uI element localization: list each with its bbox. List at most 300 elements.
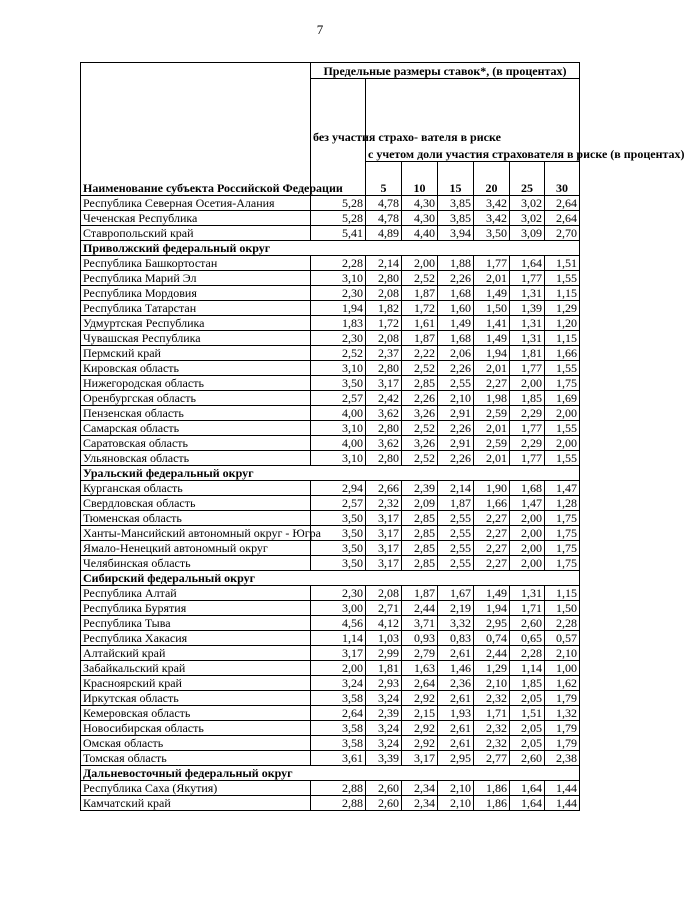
- share-header-25: 25: [510, 162, 545, 196]
- rate-share-30: 1,75: [545, 526, 580, 541]
- rate-share-20: 1,71: [474, 706, 510, 721]
- rate-without-participation: 3,10: [311, 271, 366, 286]
- rate-share-20: 1,41: [474, 316, 510, 331]
- region-name: Кировская область: [81, 361, 311, 376]
- rate-share-5: 2,08: [366, 286, 402, 301]
- rate-share-15: 3,32: [438, 616, 474, 631]
- rate-without-participation: 3,10: [311, 421, 366, 436]
- rate-share-5: 3,62: [366, 406, 402, 421]
- rate-share-5: 2,14: [366, 256, 402, 271]
- rate-without-participation: 3,10: [311, 361, 366, 376]
- rate-share-20: 2,10: [474, 676, 510, 691]
- rate-share-15: 2,55: [438, 556, 474, 571]
- region-name: Ставропольский край: [81, 226, 311, 241]
- rate-share-25: 1,64: [510, 796, 545, 811]
- rate-share-15: 1,46: [438, 661, 474, 676]
- rate-share-10: 2,09: [402, 496, 438, 511]
- table-row: [81, 286, 580, 301]
- rate-share-15: 2,36: [438, 676, 474, 691]
- rate-share-25: 1,77: [510, 421, 545, 436]
- rate-share-20: 1,94: [474, 601, 510, 616]
- rate-share-25: 3,02: [510, 196, 545, 211]
- rate-share-10: 2,34: [402, 796, 438, 811]
- rate-share-25: 2,05: [510, 691, 545, 706]
- rate-share-15: 2,26: [438, 271, 474, 286]
- table-row: [81, 646, 580, 661]
- rate-share-20: 2,27: [474, 526, 510, 541]
- rate-without-participation: 4,56: [311, 616, 366, 631]
- rate-share-10: 4,40: [402, 226, 438, 241]
- section-title: Уральский федеральный округ: [81, 466, 580, 481]
- rate-share-10: 4,30: [402, 211, 438, 226]
- rate-share-30: 1,20: [545, 316, 580, 331]
- table-row: [81, 331, 580, 346]
- table-row: [81, 271, 580, 286]
- rate-share-10: 2,34: [402, 781, 438, 796]
- region-name: Новосибирская область: [81, 721, 311, 736]
- rate-share-25: 2,00: [510, 541, 545, 556]
- region-name: Пензенская область: [81, 406, 311, 421]
- rate-share-5: 2,71: [366, 601, 402, 616]
- region-name: Ямало-Ненецкий автономный округ: [81, 541, 311, 556]
- rate-share-5: 4,78: [366, 196, 402, 211]
- rate-share-5: 1,03: [366, 631, 402, 646]
- rate-share-20: 3,42: [474, 196, 510, 211]
- rate-share-15: 2,06: [438, 346, 474, 361]
- section-title: Сибирский федеральный округ: [81, 571, 580, 586]
- table-row: [81, 376, 580, 391]
- rate-without-participation: 2,64: [311, 706, 366, 721]
- rate-share-15: 2,91: [438, 436, 474, 451]
- rate-share-5: 3,24: [366, 691, 402, 706]
- rate-share-30: 1,55: [545, 421, 580, 436]
- rate-share-30: 2,00: [545, 436, 580, 451]
- rate-share-25: 1,31: [510, 331, 545, 346]
- rate-share-25: 1,39: [510, 301, 545, 316]
- region-name: Оренбургская область: [81, 391, 311, 406]
- share-header-20: 20: [474, 162, 510, 196]
- rate-share-30: 1,75: [545, 541, 580, 556]
- rate-share-20: 3,50: [474, 226, 510, 241]
- table-row: [81, 706, 580, 721]
- rate-share-30: 2,28: [545, 616, 580, 631]
- rate-share-5: 2,37: [366, 346, 402, 361]
- table-row: [81, 751, 580, 766]
- table-row: [81, 556, 580, 571]
- rate-share-10: 1,63: [402, 661, 438, 676]
- region-name: Чувашская Республика: [81, 331, 311, 346]
- rate-share-10: 2,15: [402, 706, 438, 721]
- table-row: [81, 406, 580, 421]
- rate-share-20: 2,77: [474, 751, 510, 766]
- region-name: Омская область: [81, 736, 311, 751]
- rate-share-5: 3,17: [366, 526, 402, 541]
- rate-share-5: 1,81: [366, 661, 402, 676]
- rate-share-25: 1,64: [510, 781, 545, 796]
- rate-share-30: 1,66: [545, 346, 580, 361]
- rate-share-10: 2,52: [402, 271, 438, 286]
- rate-share-10: 1,61: [402, 316, 438, 331]
- share-header-10: 10: [402, 162, 438, 196]
- rate-share-5: 2,93: [366, 676, 402, 691]
- section-title: Приволжский федеральный округ: [81, 241, 580, 256]
- rate-without-participation: 2,00: [311, 661, 366, 676]
- table-row: [81, 346, 580, 361]
- rate-share-30: 2,70: [545, 226, 580, 241]
- rate-without-participation: 2,52: [311, 346, 366, 361]
- region-name: Республика Алтай: [81, 586, 311, 601]
- rate-share-25: 2,60: [510, 751, 545, 766]
- rate-share-20: 2,32: [474, 691, 510, 706]
- region-name: Иркутская область: [81, 691, 311, 706]
- rate-share-30: 1,50: [545, 601, 580, 616]
- rate-share-15: 2,95: [438, 751, 474, 766]
- rate-without-participation: 3,50: [311, 541, 366, 556]
- with-participation-header: с учетом доли участия страхователя в риске (в процентах): [366, 79, 580, 162]
- rate-share-30: 1,32: [545, 706, 580, 721]
- rate-share-10: 1,87: [402, 286, 438, 301]
- rate-share-10: 2,85: [402, 511, 438, 526]
- region-name: Республика Мордовия: [81, 286, 311, 301]
- rate-share-20: 3,42: [474, 211, 510, 226]
- region-name: Курганская область: [81, 481, 311, 496]
- rate-share-30: 1,55: [545, 361, 580, 376]
- table-row: [81, 781, 580, 796]
- rate-without-participation: 5,28: [311, 211, 366, 226]
- rate-share-15: 1,88: [438, 256, 474, 271]
- rate-share-30: 2,10: [545, 646, 580, 661]
- rate-share-15: 3,85: [438, 196, 474, 211]
- table-row: [81, 496, 580, 511]
- rate-share-25: 3,09: [510, 226, 545, 241]
- rate-share-10: 2,85: [402, 556, 438, 571]
- rate-share-25: 2,00: [510, 526, 545, 541]
- rate-share-10: 2,22: [402, 346, 438, 361]
- rate-share-20: 1,66: [474, 496, 510, 511]
- rate-without-participation: 3,10: [311, 451, 366, 466]
- rate-without-participation: 4,00: [311, 406, 366, 421]
- region-name: Камчатский край: [81, 796, 311, 811]
- rate-share-20: 2,95: [474, 616, 510, 631]
- rate-without-participation: 2,88: [311, 796, 366, 811]
- rate-without-participation: 3,50: [311, 526, 366, 541]
- rate-share-15: 2,26: [438, 451, 474, 466]
- table-row: [81, 601, 580, 616]
- rate-share-20: 1,94: [474, 346, 510, 361]
- rate-share-15: 2,61: [438, 721, 474, 736]
- region-name: Удмуртская Республика: [81, 316, 311, 331]
- rate-share-25: 3,02: [510, 211, 545, 226]
- rate-without-participation: 2,28: [311, 256, 366, 271]
- rate-share-5: 2,60: [366, 796, 402, 811]
- rate-share-15: 2,91: [438, 406, 474, 421]
- table-row: [81, 511, 580, 526]
- rate-share-20: 2,27: [474, 511, 510, 526]
- rate-share-5: 3,17: [366, 541, 402, 556]
- rate-share-30: 1,62: [545, 676, 580, 691]
- table-row: [81, 616, 580, 631]
- rate-share-25: 1,68: [510, 481, 545, 496]
- region-name: Пермский край: [81, 346, 311, 361]
- rate-share-10: 2,92: [402, 721, 438, 736]
- region-name: Челябинская область: [81, 556, 311, 571]
- rate-share-20: 1,49: [474, 286, 510, 301]
- rate-share-25: 1,64: [510, 256, 545, 271]
- rate-share-5: 3,17: [366, 376, 402, 391]
- rate-share-25: 2,00: [510, 376, 545, 391]
- rate-share-30: 1,75: [545, 556, 580, 571]
- rate-share-30: 1,55: [545, 451, 580, 466]
- table-row: [81, 481, 580, 496]
- rate-share-5: 3,62: [366, 436, 402, 451]
- table-row: [81, 196, 580, 211]
- table-row: [81, 451, 580, 466]
- rate-share-30: 1,15: [545, 286, 580, 301]
- rate-share-5: 2,80: [366, 421, 402, 436]
- table-row: [81, 316, 580, 331]
- rate-without-participation: 3,17: [311, 646, 366, 661]
- region-name: Республика Северная Осетия-Алания: [81, 196, 311, 211]
- rate-share-25: 1,85: [510, 676, 545, 691]
- rate-share-15: 1,60: [438, 301, 474, 316]
- rate-share-10: 2,85: [402, 526, 438, 541]
- region-name: Тюменская область: [81, 511, 311, 526]
- rate-share-30: 1,75: [545, 511, 580, 526]
- rate-share-5: 2,80: [366, 451, 402, 466]
- rate-share-5: 2,08: [366, 586, 402, 601]
- rate-without-participation: 2,57: [311, 496, 366, 511]
- share-header-30: 30: [545, 162, 580, 196]
- rate-share-30: 1,75: [545, 376, 580, 391]
- rate-share-25: 2,05: [510, 721, 545, 736]
- rate-share-20: 1,50: [474, 301, 510, 316]
- rate-share-20: 1,90: [474, 481, 510, 496]
- section-row: [81, 241, 580, 256]
- rate-share-10: 2,92: [402, 691, 438, 706]
- table-row: [81, 301, 580, 316]
- rate-share-20: 2,59: [474, 436, 510, 451]
- rate-share-20: 2,01: [474, 361, 510, 376]
- rate-share-10: 3,26: [402, 436, 438, 451]
- rate-share-15: 3,85: [438, 211, 474, 226]
- region-name: Саратовская область: [81, 436, 311, 451]
- rate-share-5: 4,89: [366, 226, 402, 241]
- rate-share-20: 2,32: [474, 736, 510, 751]
- rate-without-participation: 3,50: [311, 376, 366, 391]
- rate-share-10: 0,93: [402, 631, 438, 646]
- rate-share-20: 2,27: [474, 376, 510, 391]
- rate-share-30: 2,64: [545, 196, 580, 211]
- rate-share-30: 1,15: [545, 331, 580, 346]
- rate-share-5: 2,42: [366, 391, 402, 406]
- rate-share-30: 1,44: [545, 796, 580, 811]
- table-row: [81, 796, 580, 811]
- table-row: [81, 211, 580, 226]
- rate-share-10: 2,52: [402, 361, 438, 376]
- rate-share-15: 2,10: [438, 781, 474, 796]
- rate-share-10: 4,30: [402, 196, 438, 211]
- rate-share-10: 1,72: [402, 301, 438, 316]
- rate-share-10: 2,26: [402, 391, 438, 406]
- page-number: 7: [316, 22, 324, 37]
- region-name: Алтайский край: [81, 646, 311, 661]
- table-row: [81, 361, 580, 376]
- rate-share-15: 2,19: [438, 601, 474, 616]
- rate-share-15: 1,67: [438, 586, 474, 601]
- rate-share-25: 2,05: [510, 736, 545, 751]
- table-row: [81, 676, 580, 691]
- rate-share-10: 2,52: [402, 421, 438, 436]
- region-name: Кемеровская область: [81, 706, 311, 721]
- region-name: Нижегородская область: [81, 376, 311, 391]
- rate-share-10: 2,39: [402, 481, 438, 496]
- region-name: Чеченская Республика: [81, 211, 311, 226]
- rate-without-participation: 5,28: [311, 196, 366, 211]
- region-name: Самарская область: [81, 421, 311, 436]
- table-row: [81, 256, 580, 271]
- rate-share-20: 2,59: [474, 406, 510, 421]
- rate-without-participation: 2,88: [311, 781, 366, 796]
- region-name: Республика Хакасия: [81, 631, 311, 646]
- region-name: Республика Саха (Якутия): [81, 781, 311, 796]
- rate-share-30: 1,28: [545, 496, 580, 511]
- rate-share-15: 1,49: [438, 316, 474, 331]
- rate-share-15: 1,68: [438, 331, 474, 346]
- table-row: [81, 661, 580, 676]
- table-row: [81, 631, 580, 646]
- rate-without-participation: 5,41: [311, 226, 366, 241]
- rate-share-25: 1,31: [510, 316, 545, 331]
- rate-without-participation: 3,24: [311, 676, 366, 691]
- rate-share-25: 1,31: [510, 586, 545, 601]
- rate-share-5: 2,66: [366, 481, 402, 496]
- rate-share-5: 4,12: [366, 616, 402, 631]
- region-name: Томская область: [81, 751, 311, 766]
- region-name: Республика Бурятия: [81, 601, 311, 616]
- rate-share-5: 2,80: [366, 361, 402, 376]
- rate-share-20: 1,49: [474, 586, 510, 601]
- rate-share-20: 2,27: [474, 556, 510, 571]
- rate-share-25: 2,29: [510, 406, 545, 421]
- rate-share-5: 3,17: [366, 511, 402, 526]
- rate-share-20: 1,29: [474, 661, 510, 676]
- rate-share-5: 2,60: [366, 781, 402, 796]
- rate-share-30: 1,00: [545, 661, 580, 676]
- rate-share-10: 1,87: [402, 586, 438, 601]
- rate-share-5: 2,99: [366, 646, 402, 661]
- table-row: [81, 421, 580, 436]
- region-name: Свердловская область: [81, 496, 311, 511]
- rate-share-30: 2,00: [545, 406, 580, 421]
- table-row: [81, 526, 580, 541]
- rate-share-15: 2,55: [438, 541, 474, 556]
- rate-share-10: 2,92: [402, 736, 438, 751]
- rate-without-participation: 3,61: [311, 751, 366, 766]
- rate-share-25: 2,60: [510, 616, 545, 631]
- rate-share-30: 2,64: [545, 211, 580, 226]
- rate-without-participation: 3,50: [311, 511, 366, 526]
- rate-share-15: 2,61: [438, 646, 474, 661]
- section-title: Дальневосточный федеральный округ: [81, 766, 580, 781]
- rate-share-15: 2,55: [438, 376, 474, 391]
- rate-share-30: 1,79: [545, 691, 580, 706]
- rate-share-25: 1,77: [510, 451, 545, 466]
- table-row: [81, 391, 580, 406]
- rate-share-30: 1,47: [545, 481, 580, 496]
- region-name: Красноярский край: [81, 676, 311, 691]
- region-name: Ханты-Мансийский автономный округ - Югра: [81, 526, 311, 541]
- rate-share-25: 1,77: [510, 361, 545, 376]
- region-name: Республика Татарстан: [81, 301, 311, 316]
- rate-share-20: 2,01: [474, 451, 510, 466]
- rate-share-5: 3,17: [366, 556, 402, 571]
- section-row: [81, 766, 580, 781]
- rate-share-20: 2,32: [474, 721, 510, 736]
- rate-share-15: 2,14: [438, 481, 474, 496]
- rate-share-30: 1,44: [545, 781, 580, 796]
- rate-without-participation: 3,58: [311, 736, 366, 751]
- rate-share-5: 2,39: [366, 706, 402, 721]
- rate-without-participation: 3,58: [311, 721, 366, 736]
- rate-share-25: 1,77: [510, 271, 545, 286]
- rate-share-15: 1,68: [438, 286, 474, 301]
- rate-share-5: 2,08: [366, 331, 402, 346]
- rate-share-5: 4,78: [366, 211, 402, 226]
- rate-share-10: 3,17: [402, 751, 438, 766]
- region-name: Республика Башкортостан: [81, 256, 311, 271]
- rate-share-15: 2,10: [438, 796, 474, 811]
- rate-share-10: 3,71: [402, 616, 438, 631]
- rate-without-participation: 3,58: [311, 691, 366, 706]
- rate-share-10: 2,79: [402, 646, 438, 661]
- rate-share-25: 2,00: [510, 556, 545, 571]
- rate-share-5: 1,72: [366, 316, 402, 331]
- rate-share-10: 2,52: [402, 451, 438, 466]
- rate-share-5: 3,39: [366, 751, 402, 766]
- rate-share-25: 2,00: [510, 511, 545, 526]
- rate-without-participation: 1,83: [311, 316, 366, 331]
- rate-share-5: 1,82: [366, 301, 402, 316]
- section-row: [81, 466, 580, 481]
- rate-without-participation: 1,14: [311, 631, 366, 646]
- rate-share-20: 1,77: [474, 256, 510, 271]
- rate-share-20: 1,86: [474, 796, 510, 811]
- rate-share-10: 2,64: [402, 676, 438, 691]
- rate-share-20: 1,98: [474, 391, 510, 406]
- table-row: [81, 691, 580, 706]
- rate-share-30: 0,57: [545, 631, 580, 646]
- rate-share-15: 2,61: [438, 691, 474, 706]
- rate-share-15: 2,26: [438, 361, 474, 376]
- rate-share-5: 2,80: [366, 271, 402, 286]
- rate-without-participation: 2,30: [311, 286, 366, 301]
- rate-share-20: 2,44: [474, 646, 510, 661]
- rate-share-30: 1,15: [545, 586, 580, 601]
- rate-share-15: 0,83: [438, 631, 474, 646]
- rate-share-20: 2,01: [474, 421, 510, 436]
- rate-share-15: 2,10: [438, 391, 474, 406]
- rate-without-participation: 3,50: [311, 556, 366, 571]
- rate-share-25: 1,85: [510, 391, 545, 406]
- rate-share-15: 3,94: [438, 226, 474, 241]
- region-name: Ульяновская область: [81, 451, 311, 466]
- rate-without-participation: 2,57: [311, 391, 366, 406]
- region-name-header: Наименование субъекта Российской Федерации: [81, 63, 311, 196]
- region-name: Республика Тыва: [81, 616, 311, 631]
- rate-without-participation: 1,94: [311, 301, 366, 316]
- region-name: Республика Марий Эл: [81, 271, 311, 286]
- rate-share-15: 2,55: [438, 526, 474, 541]
